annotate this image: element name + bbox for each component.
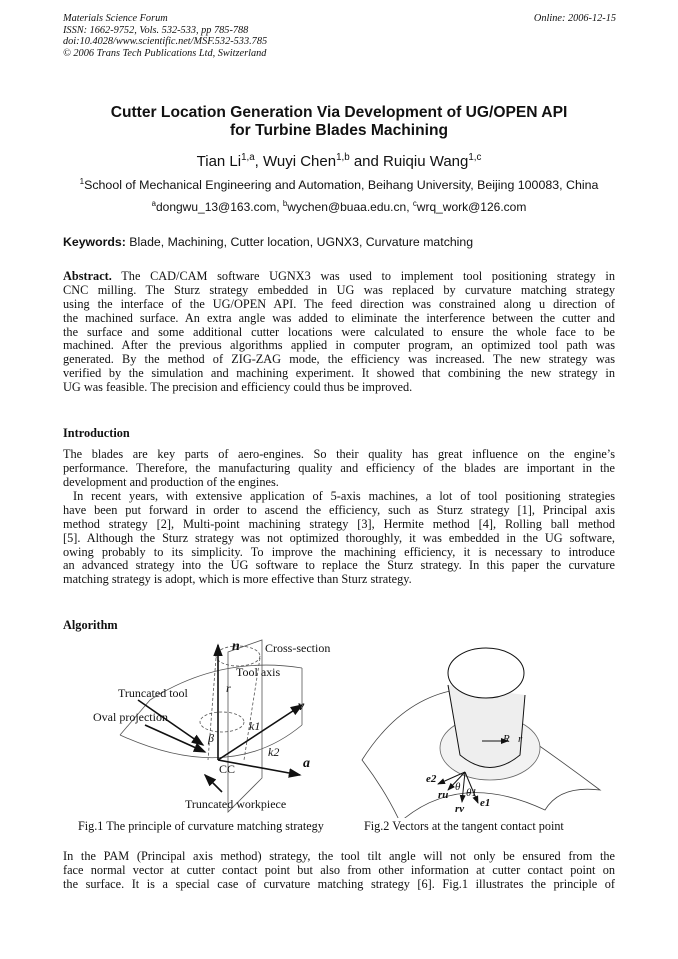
keywords bbox=[63, 235, 473, 249]
author-name: Ruiqiu Wang bbox=[383, 153, 469, 170]
author-sup: 1,c bbox=[468, 152, 482, 163]
label-cc: CC bbox=[219, 762, 236, 776]
author-name: Tian Li bbox=[196, 153, 242, 170]
label-ru: ru bbox=[438, 789, 449, 801]
text-line: [5]. Although the Sturz strategy was not optimized thoroughly, it was embedded in the UG software, bbox=[63, 530, 615, 545]
text-line: matching strategy is adopt, which is more effective than Sturz strategy. bbox=[63, 572, 412, 587]
text-line: The blades are key parts of aero-engines. So their quality has great influence on the engine’s bbox=[63, 447, 615, 461]
label-k2: k2 bbox=[268, 745, 280, 759]
section-heading-algorithm: Algorithm bbox=[63, 618, 118, 632]
label-r2: r bbox=[518, 733, 523, 745]
algorithm-paragraph bbox=[63, 850, 615, 892]
text-line: have been put forward in order to ascend the efficiency, such as Sturz strategy [1], Principal axis bbox=[63, 502, 615, 517]
label-cross-section: Cross-section bbox=[265, 641, 331, 655]
abstract-line: using the interface of the UG/OPEN API. The feed direction was constrained along u direction of bbox=[63, 296, 615, 311]
text-line: face normal vector at cutter contact point but also from other information at cutter contact point on bbox=[63, 862, 615, 877]
label-e2: e2 bbox=[426, 773, 437, 785]
authors bbox=[0, 153, 678, 170]
title-line: for Turbine Blades Machining bbox=[229, 122, 449, 139]
title-line: Cutter Location Generation Via Development of UG/OPEN API bbox=[110, 104, 568, 121]
abstract-line: generated. By the method of ZIG-ZAG mode, the efficiency was increased. The new strategy was bbox=[63, 352, 615, 367]
abstract-label: Abstract. bbox=[63, 269, 112, 283]
copyright: © 2006 Trans Tech Publications Ltd, Switzerland bbox=[63, 47, 267, 59]
email[interactable]: dongwu_13@163.com bbox=[155, 200, 277, 214]
author-name: Wuyi Chen bbox=[263, 153, 337, 170]
paper-title bbox=[0, 104, 678, 140]
intro-paragraph-1 bbox=[63, 448, 615, 490]
label-tool-axis: Tool axis bbox=[236, 665, 281, 679]
text-line: performance. Therefore, the manufacturing quality and efficiency of the blades are important in the bbox=[63, 460, 615, 475]
label-theta1: θ1 bbox=[466, 787, 477, 799]
journal-header bbox=[63, 13, 267, 59]
fig2-caption: Fig.2 Vectors at the tangent contact point bbox=[364, 819, 564, 833]
label-theta: θ bbox=[455, 781, 461, 793]
figures bbox=[0, 630, 678, 818]
label-truncated-workpiece: Truncated workpiece bbox=[185, 797, 287, 811]
intro-paragraph-2 bbox=[63, 490, 615, 587]
text-line: owing probably to its simplicity. To improve the machining efficiency, it is necessary to introduce bbox=[63, 544, 615, 559]
label-k1: k1 bbox=[249, 719, 261, 733]
author-sup: 1,a bbox=[241, 152, 255, 163]
text-line: the surface. It is a special case of curvature matching strategy [6]. Fig.1 illustrates the principle of bbox=[63, 876, 615, 891]
doi: doi:10.4028/www.scientific.net/MSF.532-533.785 bbox=[63, 36, 268, 48]
online-date: Online: 2006-12-15 bbox=[533, 13, 616, 24]
section-heading-introduction: Introduction bbox=[63, 426, 130, 440]
email-sup: c bbox=[412, 199, 417, 208]
text-line: an advanced strategy into the UG software to replace the Sturz strategy. In this paper the curvature bbox=[63, 558, 615, 573]
abstract-line: the machined surface. An extra angle was added to eliminate the interference between the cutter and bbox=[63, 310, 615, 325]
text-line: In the PAM (Principal axis method) strategy, the tool tilt angle will not only be ensured from the bbox=[63, 849, 615, 863]
separator: , bbox=[254, 153, 263, 170]
separator: and bbox=[349, 153, 384, 170]
abstract bbox=[63, 270, 615, 395]
abstract-line: the surface and some additional cutter locations were calculated to ensure the whole face to be bbox=[63, 324, 615, 339]
label-a: a bbox=[303, 756, 310, 771]
aff-text: School of Mechanical Engineering and Automation, Beihang University, Beijing 100083, China bbox=[84, 178, 599, 192]
email-sup: b bbox=[282, 199, 288, 208]
affiliation bbox=[0, 178, 678, 192]
label-beta: β bbox=[208, 731, 214, 745]
issn: ISSN: 1662-9752, Vols. 532-533, pp 785-788 bbox=[63, 24, 249, 36]
label-e1: e1 bbox=[480, 797, 491, 809]
keywords-text: Blade, Machining, Cutter location, UGNX3, Curvature matching bbox=[129, 235, 474, 249]
emails: $^a$dongwu_13@163.com, $^b$wychen@buaa.edu.cn, $^c$wrq_work@126.com bbox=[151, 199, 527, 214]
label-truncated-tool: Truncated tool bbox=[118, 686, 188, 700]
aff-sup: 1 bbox=[79, 176, 85, 186]
email[interactable]: wrq_work@126.com bbox=[416, 200, 527, 214]
label-R: R bbox=[503, 733, 510, 745]
label-r: r bbox=[226, 681, 231, 695]
abstract-line: machined. After the previous algorithms applied in computer program, an optimized tool path was bbox=[63, 338, 615, 353]
fig1-caption: Fig.1 The principle of curvature matching strategy bbox=[78, 819, 324, 833]
fig2-diagram bbox=[362, 648, 600, 818]
email-sup: a bbox=[151, 199, 156, 208]
label-rv: rv bbox=[455, 803, 465, 815]
abstract-line bbox=[63, 270, 615, 284]
abstract-line: verified by the simulation and machining experiment. It showed that combining the new strategy in bbox=[63, 366, 615, 381]
abstract-line: CNC milling. The Sturz strategy embedded in UG was replaced by curvature matching strategy bbox=[63, 282, 615, 297]
label-oval-projection: Oval projection bbox=[93, 710, 168, 724]
text: The CAD/CAM software UGNX3 was used to implement tool positioning strategy in bbox=[111, 269, 615, 283]
text-line: development and production of the engines. bbox=[63, 474, 279, 489]
journal-name: Materials Science Forum bbox=[63, 13, 168, 24]
author-sup: 1,b bbox=[336, 152, 350, 163]
text-line: method strategy [2], Multi-point machining strategy [3], Hermite method [4], Rolling ball method bbox=[63, 516, 615, 531]
label-v: v bbox=[298, 699, 305, 714]
text-line: In recent years, with extensive application of 5-axis machines, a lot of tool positioning strategies bbox=[73, 489, 615, 503]
abstract-line: UG was feasible. The precision and efficiency could thus be improved. bbox=[63, 380, 413, 395]
keywords-label: Keywords: bbox=[63, 235, 126, 249]
label-n: n bbox=[232, 639, 240, 654]
email[interactable]: wychen@buaa.edu.cn bbox=[287, 200, 407, 214]
